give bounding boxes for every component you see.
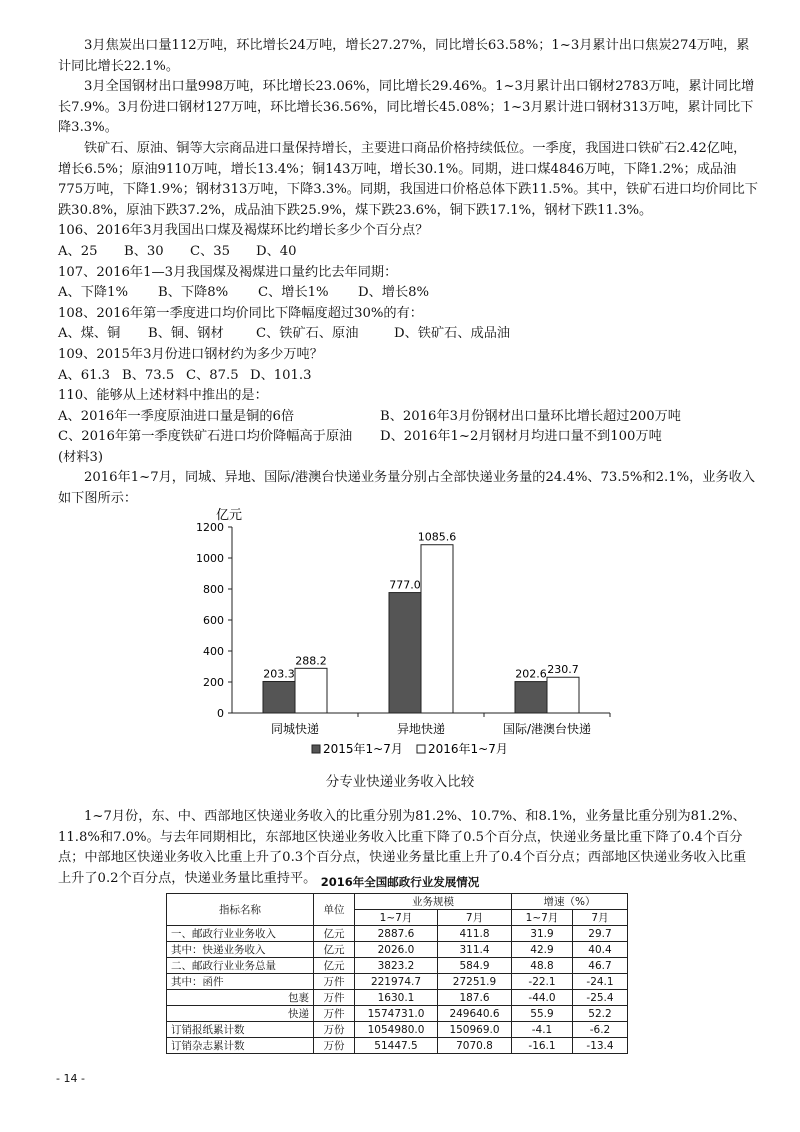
- bar-value-label: 777.0: [389, 578, 421, 592]
- table-row: [167, 974, 628, 990]
- x-axis-labels: [271, 713, 610, 736]
- row-value-7: 150969.0: [438, 1022, 512, 1038]
- express-revenue-chart: [180, 497, 620, 787]
- question-110-stem: 110、能够从上述材料中推出的是：: [58, 388, 268, 404]
- option-d[interactable]: D、40: [256, 243, 297, 259]
- row-name: 包裹: [167, 990, 314, 1006]
- y-tick-label: 600: [203, 614, 224, 627]
- header-growth: 增速（%）: [512, 894, 628, 910]
- bar-chart-svg: [180, 497, 620, 762]
- row-growth-7: 46.7: [573, 958, 628, 974]
- row-growth-7: -6.2: [573, 1022, 628, 1038]
- row-value-7: 7070.8: [438, 1038, 512, 1054]
- table-title: 2016年全国邮政行业发展情况: [320, 875, 480, 889]
- material-3-label: (材料3): [58, 449, 104, 465]
- x-category-label: 同城快递: [270, 722, 320, 736]
- row-growth-1-7: 42.9: [512, 942, 573, 958]
- question-108-options: [58, 324, 758, 345]
- bar-2016-1: [421, 545, 453, 713]
- table-row: [167, 1022, 628, 1038]
- page-number: - 14 -: [56, 1072, 85, 1085]
- row-name: 二、邮政行业业务总量: [167, 958, 314, 974]
- paragraph-commodity-import: 铁矿石、原油、铜等大宗商品进口量保持增长，主要进口商品价格持续低位。一季度，我国进口铁矿石2.42亿吨，增长6.5%；原油9110万吨，增长13.4%；铜143万吨，增长30.1%。同期，进口煤4846万吨，下降1.2%；成品油775万吨，下降1.9%；钢材313万吨，下降3.3%。同期，我国进口价格总体下跌11.5%。其中，铁矿石进口均价同比下跌30.8%，原油下跌37.2%，成品油下跌25.9%，煤下跌23.6%，铜下跌17.1%，钢材下跌11.3%。: [58, 140, 758, 218]
- material-3-intro: 2016年1~7月，同城、异地、国际/港澳台快递业务量分别占全部快递业务量的24.4%、73.5%和2.1%，业务收入如下图所示：: [58, 470, 756, 507]
- option-b[interactable]: B、30: [124, 243, 164, 259]
- row-growth-1-7: -4.1: [512, 1022, 573, 1038]
- option-c[interactable]: C、增长1%: [258, 285, 329, 301]
- bar-value-label: 288.2: [295, 654, 327, 668]
- option-c[interactable]: C、铁矿石、原油: [256, 326, 359, 342]
- chart-caption: 分专业快递业务收入比较: [325, 774, 475, 790]
- y-tick-label: 400: [203, 645, 224, 658]
- legend: [312, 741, 508, 756]
- option-a[interactable]: A、下降1%: [58, 285, 129, 301]
- bars: [263, 531, 579, 713]
- header-name: 指标名称: [167, 894, 314, 926]
- row-value-1-7: 3823.2: [355, 958, 438, 974]
- question-109-options: [58, 366, 758, 387]
- bar-value-label: 230.7: [547, 663, 579, 677]
- row-unit: 万件: [314, 974, 355, 990]
- option-b[interactable]: B、铜、钢材: [148, 326, 224, 342]
- row-name: 其中：快递业务收入: [167, 942, 314, 958]
- x-category-label: 异地快递: [396, 722, 446, 736]
- paragraph-steel-export: 3月全国钢材出口量998万吨，环比增长23.06%，同比增长29.46%。1~3月累计出口钢材2783万吨，累计同比增长7.9%。3月份进口钢材127万吨，环比增长36.56%，同比增长45.08%；1~3月累计进口钢材313万吨，累计同比下降3.3%。: [58, 79, 755, 136]
- row-name: 订销杂志累计数: [167, 1038, 314, 1054]
- row-growth-7: 40.4: [573, 942, 628, 958]
- question-110-options: [58, 407, 758, 448]
- row-growth-1-7: -16.1: [512, 1038, 573, 1054]
- option-d[interactable]: D、铁矿石、成品油: [394, 326, 511, 342]
- row-unit: 万份: [314, 1038, 355, 1054]
- option-c[interactable]: C、87.5: [186, 367, 239, 383]
- table-row: [167, 990, 628, 1006]
- row-value-7: 311.4: [438, 942, 512, 958]
- y-tick-label: 0: [217, 707, 224, 720]
- row-name: 订销报纸累计数: [167, 1022, 314, 1038]
- legend-label: 2015年1~7月: [323, 742, 403, 756]
- postal-stats-table: [166, 893, 628, 1054]
- row-name: 快递: [167, 1006, 314, 1022]
- option-b[interactable]: B、73.5: [122, 367, 175, 383]
- question-107-stem: 107、2016年1—3月我国煤及褐煤进口量约比去年同期：: [58, 264, 398, 280]
- option-d[interactable]: D、101.3: [250, 367, 312, 383]
- option-d[interactable]: D、2016年1~2月钢材月均进口量不到100万吨: [380, 429, 662, 445]
- row-value-1-7: 1574731.0: [355, 1006, 438, 1022]
- bar-value-label: 202.6: [515, 667, 547, 681]
- row-growth-7: -25.4: [573, 990, 628, 1006]
- question-107-options: [58, 283, 758, 304]
- row-unit: 万份: [314, 1022, 355, 1038]
- row-growth-1-7: 48.8: [512, 958, 573, 974]
- bar-value-label: 1085.6: [417, 530, 457, 544]
- row-growth-1-7: 31.9: [512, 926, 573, 942]
- row-value-7: 249640.6: [438, 1006, 512, 1022]
- question-106-stem: 106、2016年3月我国出口煤及褐煤环比约增长多少个百分点？: [58, 223, 429, 239]
- row-value-7: 27251.9: [438, 974, 512, 990]
- header-unit: 单位: [314, 894, 355, 926]
- row-value-1-7: 51447.5: [355, 1038, 438, 1054]
- row-name: 其中：函件: [167, 974, 314, 990]
- question-106-options: [58, 242, 758, 263]
- option-a[interactable]: A、煤、铜: [58, 326, 121, 342]
- table-row: [167, 958, 628, 974]
- bar-2016-0: [295, 668, 327, 713]
- row-value-1-7: 221974.7: [355, 974, 438, 990]
- bar-2016-2: [547, 677, 579, 713]
- header-scale-7: 7月: [438, 910, 512, 926]
- option-c[interactable]: C、2016年第一季度铁矿石进口均价降幅高于原油: [58, 429, 353, 445]
- bar-value-label: 203.3: [263, 667, 295, 681]
- bar-2015-1: [389, 593, 421, 713]
- option-c[interactable]: C、35: [190, 243, 231, 259]
- y-tick-label: 1000: [196, 552, 224, 565]
- row-value-1-7: 1630.1: [355, 990, 438, 1006]
- question-108-stem: 108、2016年第一季度进口均价同比下降幅度超过30%的有：: [58, 305, 423, 321]
- question-109-stem: 109、2015年3月份进口钢材约为多少万吨？: [58, 346, 323, 362]
- row-unit: 万件: [314, 990, 355, 1006]
- page-body: [58, 36, 758, 510]
- row-growth-1-7: -22.1: [512, 974, 573, 990]
- y-axis-label: 亿元: [216, 508, 243, 523]
- table-row: [167, 942, 628, 958]
- table-row: [167, 1006, 628, 1022]
- row-unit: 亿元: [314, 958, 355, 974]
- row-unit: 亿元: [314, 942, 355, 958]
- y-tick-label: 200: [203, 676, 224, 689]
- row-value-7: 187.6: [438, 990, 512, 1006]
- option-b[interactable]: B、下降8%: [158, 285, 229, 301]
- row-value-7: 411.8: [438, 926, 512, 942]
- paragraph-coke-export: 3月焦炭出口量112万吨，环比增长24万吨，增长27.27%，同比增长63.58%；1~3月累计出口焦炭274万吨，累计同比增长22.1%。: [58, 38, 750, 74]
- legend-label: 2016年1~7月: [428, 742, 508, 756]
- legend-swatch: [417, 745, 425, 753]
- bar-2015-2: [515, 682, 547, 713]
- option-d[interactable]: D、增长8%: [358, 285, 430, 301]
- material-3-regional-paragraph: 1~7月份，东、中、西部地区快递业务收入的比重分别为81.2%、10.7%、和8.1%，业务量比重分别为81.2%、11.8%和7.0%。与去年同期相比，东部地区快递业务收入比重下降了0.5个百分点，快递业务量比重下降了0.4个百分点；中部地区快递业务收入比重上升了0.3个百分点，快递业务量比重上升了0.4个百分点；西部地区快递业务收入比重上升了0.2个百分点，快递业务量比重持平。: [58, 809, 747, 886]
- y-tick-label: 800: [203, 583, 224, 596]
- header-scale-1-7: 1~7月: [355, 910, 438, 926]
- option-a[interactable]: A、25: [58, 243, 98, 259]
- table-row: [167, 926, 628, 942]
- row-value-7: 584.9: [438, 958, 512, 974]
- row-value-1-7: 2887.6: [355, 926, 438, 942]
- header-growth-1-7: 1~7月: [512, 910, 573, 926]
- legend-swatch: [312, 745, 320, 753]
- row-growth-1-7: -44.0: [512, 990, 573, 1006]
- header-scale: 业务规模: [355, 894, 512, 910]
- option-a[interactable]: A、2016年一季度原油进口量是铜的6倍: [58, 408, 295, 424]
- x-category-label: 国际/港澳台快递: [502, 722, 592, 736]
- row-name: 一、邮政行业业务收入: [167, 926, 314, 942]
- row-growth-7: -13.4: [573, 1038, 628, 1054]
- option-a[interactable]: A、61.3: [58, 367, 111, 383]
- row-growth-7: -24.1: [573, 974, 628, 990]
- row-unit: 万件: [314, 1006, 355, 1022]
- row-unit: 亿元: [314, 926, 355, 942]
- row-value-1-7: 2026.0: [355, 942, 438, 958]
- y-tick-label: 1200: [196, 521, 224, 534]
- table-body: [167, 926, 628, 1054]
- bar-2015-0: [263, 681, 295, 713]
- row-growth-7: 52.2: [573, 1006, 628, 1022]
- header-growth-7: 7月: [573, 910, 628, 926]
- row-value-1-7: 1054980.0: [355, 1022, 438, 1038]
- row-growth-7: 29.7: [573, 926, 628, 942]
- option-b[interactable]: B、2016年3月份钢材出口量环比增长超过200万吨: [380, 408, 681, 424]
- row-growth-1-7: 55.9: [512, 1006, 573, 1022]
- table-row: [167, 1038, 628, 1054]
